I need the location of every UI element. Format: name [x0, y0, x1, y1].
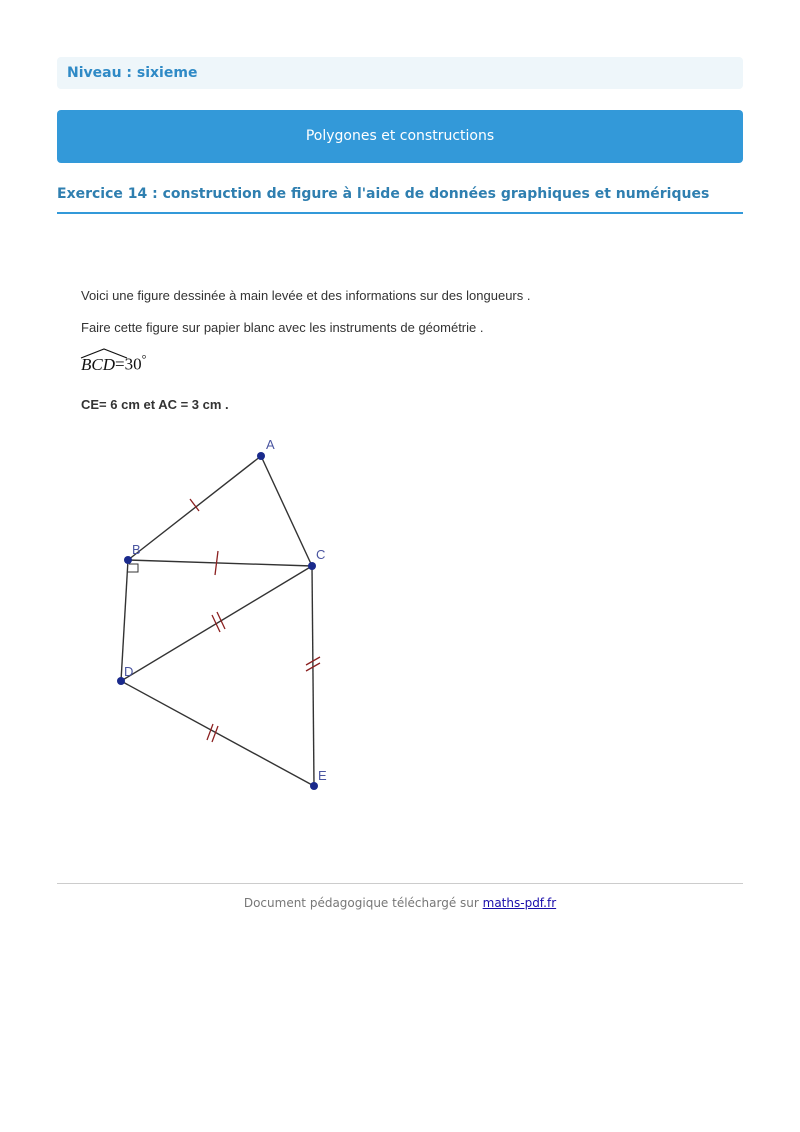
degree-sign: ° — [141, 352, 147, 366]
footer — [57, 896, 743, 910]
segment-bc — [128, 560, 312, 566]
footer-link[interactable]: maths-pdf.fr — [482, 896, 557, 910]
instruction-line-1: Voici une figure dessinée à main levée et des informations sur des longueurs . — [81, 288, 531, 303]
label-d: D — [124, 664, 134, 679]
exercise-title: Exercice 14 : construction de figure à l'aide de données graphiques et numériques — [57, 186, 710, 202]
point-e — [310, 782, 318, 790]
label-e: E — [318, 768, 327, 783]
label-a: A — [266, 437, 275, 452]
segment-bd — [121, 560, 128, 681]
angle-name — [81, 355, 115, 375]
angle-name-text: BCD — [81, 354, 115, 374]
length-info: CE= 6 cm et AC = 3 cm . — [81, 397, 229, 412]
exercise-title-rule — [57, 212, 743, 214]
label-b: B — [132, 542, 141, 557]
instruction-line-2: Faire cette figure sur papier blanc avec les instruments de géométrie . — [81, 320, 484, 335]
segment-ce — [312, 566, 314, 786]
footer-divider — [57, 883, 743, 884]
chapter-title: Polygones et constructions — [305, 128, 495, 144]
angle-hat-icon — [79, 347, 129, 359]
chapter-banner — [57, 110, 743, 163]
segment-ac — [261, 456, 312, 566]
angle-equation — [81, 352, 281, 382]
tick-de-1 — [207, 724, 213, 740]
angle-equals: = — [115, 354, 125, 374]
right-angle-mark — [128, 564, 138, 572]
label-c: C — [316, 547, 326, 562]
tick-dc-2 — [217, 612, 225, 629]
tick-dc-1 — [212, 615, 220, 632]
geometry-figure — [100, 430, 350, 800]
footer-text: Document pédagogique téléchargé sur — [243, 896, 483, 910]
level-label: Niveau : sixieme — [67, 65, 198, 81]
point-b — [124, 556, 132, 564]
segment-ab — [128, 456, 261, 560]
segment-de — [121, 681, 314, 786]
level-box — [57, 57, 743, 89]
point-a — [257, 452, 265, 460]
point-c — [308, 562, 316, 570]
angle-value: 30 — [124, 354, 142, 374]
